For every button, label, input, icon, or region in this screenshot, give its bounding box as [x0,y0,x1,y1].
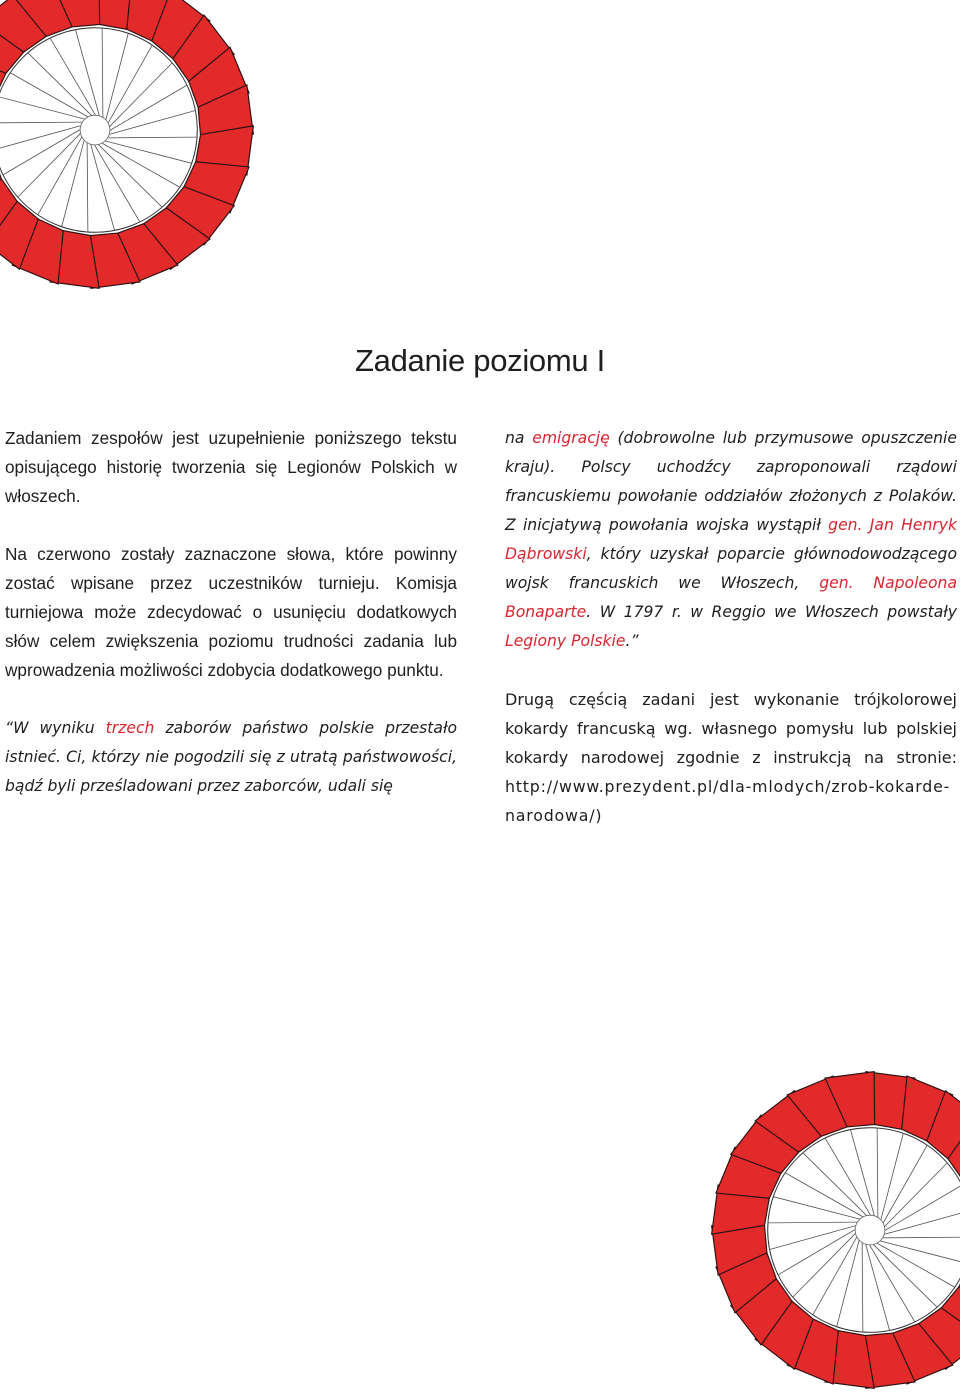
answer-word: gen. Napoleona Bonaparte [505,574,957,621]
quote-text: “W wyniku [5,719,106,737]
quote-text: .” [625,632,639,650]
answer-word: trzech [105,719,155,737]
cockade-center [855,1215,885,1245]
quote-text: na [505,429,533,447]
task-two-paragraph [505,685,957,830]
answer-word: emigrację [532,429,610,447]
quote-text: zaborów państwo polskie przestało istnieć. Ci, którzy nie pogodzili się z utratą państwowości, bądź byli prześladowani przez zaborców, udali się [5,719,457,795]
intro-paragraph: Zadaniem zespołów jest uzupełnienie poniższego tekstu opisującego historię tworzenia się Legionów Polskich w włoszech. [5,428,457,506]
page-title: Zadanie poziomu I [355,343,605,378]
quote-text: (dobrowolne lub przymusowe opuszczenie kraju). Polscy uchodźcy zaproponowali rządowi francuskiemu powołanie oddziałów złożonych z Polaków. Z inicjatywą powołania wojska wystąpił [505,429,957,534]
history-quote-part2 [505,424,957,656]
answer-word: gen. Jan Henryk Dąbrowski [505,516,957,563]
quote-text: , który uzyskał poparcie głównodowodzącego wojsk francuskich we Włoszech, [505,545,957,592]
instructions-paragraph: Na czerwono zostały zaznaczone słowa, które powinny zostać wpisane przez uczestników turnieju. Komisja turniejowa może zdecydować o usunięciu dodatkowych słów celem zwiększenia poziomu trudności zadania lub wprowadzenia możliwości zdobycia dodatkowego punktu. [5,544,457,680]
answer-word: Legiony Polskie [505,632,626,650]
right-column [505,424,957,830]
task-two-text: Drugą częścią zadani jest wykonanie trójkolorowej kokardy francuską wg. własnego pomysłu lub polskiej kokardy narodowej zgodnie z instrukcją na stronie: [505,690,957,767]
polish-cockade-icon [0,0,260,295]
history-quote-part1 [5,714,457,801]
left-column [5,424,457,801]
instruction-link[interactable]: http://www.prezydent.pl/dla-mlodych/zrob-kokarde-narodowa/) [505,777,951,825]
quote-text: . W 1797 r. w Reggio we Włoszech powstały [586,603,957,621]
cockade-center [80,115,110,145]
polish-cockade-icon [705,1065,960,1395]
